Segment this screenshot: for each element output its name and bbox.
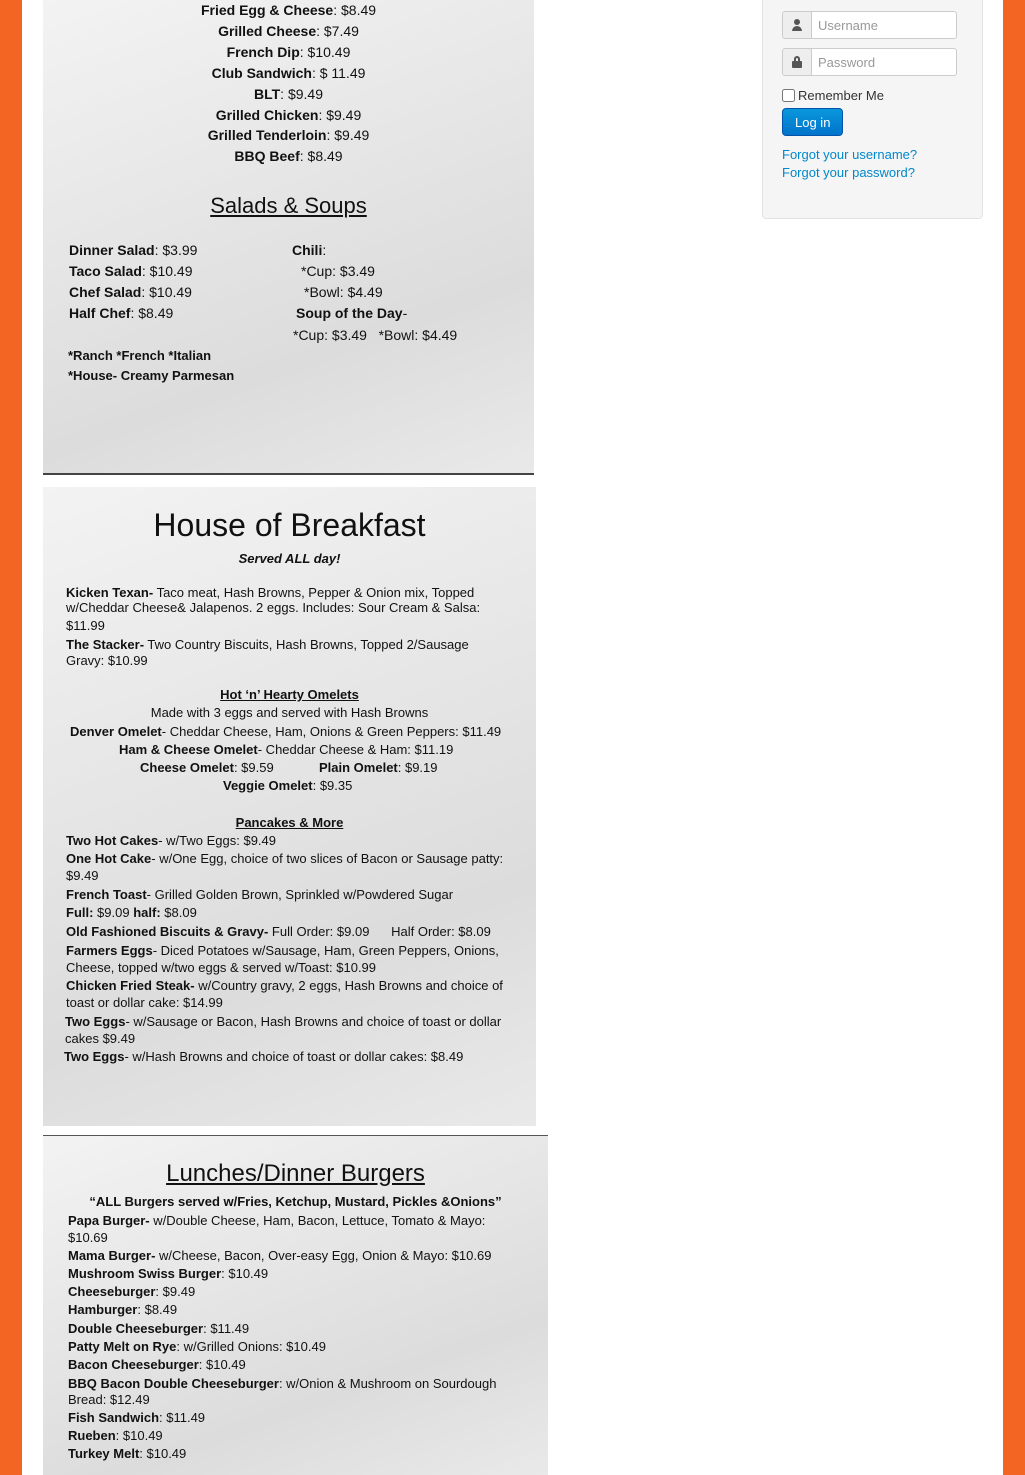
menu-item-name: Dinner Salad (69, 242, 155, 258)
menu-image-burgers (43, 1135, 548, 1475)
menu-item-price: : $9.49 (326, 127, 370, 143)
menu-item-name: Two Eggs (64, 1049, 125, 1064)
remember-me-label: Remember Me (798, 88, 884, 103)
menu-item-price: $9.09 (93, 905, 134, 920)
omelets-subheading: Made with 3 eggs and served with Hash Browns (150, 705, 429, 720)
soup-prices: *Cup: $3.49 *Bowl: $4.49 (293, 327, 458, 343)
menu-item-price: : $8.49 (333, 2, 377, 18)
username-field (782, 11, 957, 39)
menu-item-name: BLT (253, 86, 281, 102)
content-page (22, 0, 1003, 1475)
menu-item-price: : $10.49 (299, 44, 351, 60)
menu-item-price: : $10.49 (221, 1266, 269, 1281)
menu-image-breakfast (43, 487, 536, 1126)
menu-item-desc: toast or dollar cake: $14.99 (66, 995, 223, 1010)
login-panel (762, 0, 983, 219)
soup-suffix: - (402, 305, 408, 321)
menu-item-price: cakes $9.49 (65, 1031, 136, 1046)
soup-label: Soup of the Day (296, 305, 403, 321)
menu-item-price: : $ 11.49 (311, 65, 366, 81)
menu-item-name: BBQ Beef (234, 148, 300, 164)
user-icon (782, 11, 811, 39)
price-label: half: (133, 905, 161, 920)
burgers-title: Lunches/Dinner Burgers (166, 1160, 425, 1187)
menu-item-name: The Stacker- (66, 637, 145, 652)
menu-item-desc: - w/One Egg, choice of two slices of Bacon or Sausage patty: (151, 851, 504, 866)
menu-item-desc: - w/Hash Browns and choice of toast or dollar cakes: $8.49 (124, 1049, 464, 1064)
menu-item-name: Half Chef (69, 305, 131, 321)
dressing-house: *House- Creamy Parmesan (68, 368, 235, 383)
menu-item-name: Bacon Cheeseburger (68, 1357, 199, 1372)
menu-item-desc: w/Cheese, Bacon, Over-easy Egg, Onion & Mayo: $10.69 (155, 1248, 492, 1263)
menu-item-price: : $9.49 (155, 1284, 196, 1299)
username-input[interactable] (811, 11, 957, 39)
burgers-subtitle: “ALL Burgers served w/Fries, Ketchup, Mustard, Pickles &Onions” (89, 1194, 502, 1209)
menu-item-name: Two Eggs (65, 1014, 126, 1029)
menu-item-desc: : w/Onion & Mushroom on Sourdough (278, 1376, 497, 1391)
menu-item-desc: - w/Two Eggs: $9.49 (158, 833, 276, 848)
menu-item-name: Grilled Chicken (215, 107, 319, 123)
menu-item-desc: - Diced Potatoes w/Sausage, Ham, Green Peppers, Onions, (152, 943, 499, 958)
menu-item-name: Chef Salad (69, 284, 142, 300)
password-input[interactable] (811, 48, 957, 76)
menu-item-name: Fish Sandwich (68, 1410, 160, 1425)
menu-item-price: $11.99 (66, 618, 105, 633)
menu-item-name: BBQ Bacon Double Cheeseburger (68, 1376, 279, 1391)
menu-item-name: French Dip (226, 44, 300, 60)
menu-item-price: : $7.49 (316, 23, 359, 39)
menu-item-name: Fried Egg & Cheese (200, 2, 334, 18)
menu-item-name: Papa Burger- (68, 1213, 150, 1228)
menu-item-price: $10.69 (68, 1230, 108, 1245)
section-heading-pancakes: Pancakes & More (235, 815, 344, 830)
menu-item-price: : w/Grilled Onions: $10.49 (176, 1339, 326, 1354)
menu-item-name: Chicken Fried Steak- (66, 978, 195, 993)
menu-item-desc: - Cheddar Cheese, Ham, Onions & Green Peppers: $11.49 (161, 724, 502, 739)
menu-item-price: : $10.49 (139, 1446, 187, 1461)
menu-item-price: : $9.35 (312, 778, 353, 793)
menu-item-name: Denver Omelet (70, 724, 162, 739)
menu-item-desc: - w/Sausage or Bacon, Hash Browns and choice of toast or dollar (125, 1014, 502, 1029)
password-field (782, 48, 957, 76)
menu-item-name: Grilled Cheese (218, 23, 317, 39)
menu-item-price: $9.49 (66, 868, 99, 883)
menu-item-name: Rueben (68, 1428, 116, 1443)
breakfast-title: House of Breakfast (153, 507, 426, 543)
menu-item-name: Cheeseburger (68, 1284, 156, 1299)
menu-item-name: Veggie Omelet (223, 778, 313, 793)
menu-item-price: : $9.19 (397, 760, 438, 775)
dressing-list: *Ranch *French *Italian (68, 348, 212, 363)
menu-item-name: Cheese Omelet (140, 760, 234, 775)
menu-item-price: : $10.49 (198, 1357, 246, 1372)
menu-item-name: Hamburger (68, 1302, 138, 1317)
chili-label: Chili (292, 242, 323, 258)
menu-item-price: : $8.49 (137, 1302, 178, 1317)
menu-item-desc: Full Order: $9.09 Half Order: $8.09 (268, 924, 491, 939)
menu-item-name: Patty Melt on Rye (68, 1339, 177, 1354)
menu-item-name: Turkey Melt (68, 1446, 140, 1461)
menu-item-price: Bread: $12.49 (68, 1392, 150, 1407)
menu-item-name: Taco Salad (69, 263, 142, 279)
menu-item-price: : $3.99 (154, 242, 198, 258)
chili-cup-price: *Cup: $3.49 (301, 263, 375, 279)
remember-me-checkbox[interactable] (782, 89, 795, 102)
menu-item-price: : $10.49 (141, 284, 192, 300)
menu-item-price: : $9.59 (233, 760, 274, 775)
menu-item-name: Mushroom Swiss Burger (68, 1266, 222, 1281)
menu-item-desc: Cheese, topped w/two eggs & served w/Toast: $10.99 (66, 960, 377, 975)
menu-item-price: : $9.49 (280, 86, 323, 102)
menu-item-desc: w/Cheddar Cheese& Jalapenos. 2 eggs. Includes: Sour Cream & Salsa: (66, 600, 481, 615)
menu-item-name: Farmers Eggs (66, 943, 153, 958)
menu-item-price: : $8.49 (299, 148, 343, 164)
menu-item-desc: w/Double Cheese, Ham, Bacon, Lettuce, Tomato & Mayo: (149, 1213, 486, 1228)
menu-item-price: : $9.49 (318, 107, 362, 123)
menu-item-price: : $10.49 (115, 1428, 163, 1443)
breakfast-subtitle: Served ALL day! (238, 551, 341, 566)
menu-item-name: Two Hot Cakes (66, 833, 159, 848)
section-heading-omelets: Hot ‘n’ Hearty Omelets (220, 687, 359, 702)
menu-item-price: : $8.49 (130, 305, 174, 321)
menu-item-price: : $10.49 (141, 263, 193, 279)
menu-item-name: French Toast (66, 887, 147, 902)
menu-item-name: Grilled Tenderloin (207, 127, 327, 143)
menu-item-name: Old Fashioned Biscuits & Gravy- (66, 924, 269, 939)
menu-item-price: Gravy: $10.99 (66, 653, 148, 668)
menu-item-name: Kicken Texan- (66, 585, 154, 600)
menu-item-price: : $11.49 (159, 1410, 206, 1425)
forgot-password-link[interactable]: Forgot your password? (782, 165, 915, 180)
menu-item-price: $8.09 (160, 905, 197, 920)
login-button[interactable]: Log in (782, 108, 843, 136)
menu-item-name: One Hot Cake (66, 851, 152, 866)
price-label: Full: (66, 905, 94, 920)
chili-suffix: : (322, 242, 327, 258)
menu-item-name: Mama Burger- (68, 1248, 156, 1263)
menu-item-desc: Taco meat, Hash Browns, Pepper & Onion mix, Topped (153, 585, 475, 600)
menu-item-desc: Two Country Biscuits, Hash Browns, Topped 2/Sausage (144, 637, 469, 652)
section-heading-salads: Salads & Soups (210, 193, 367, 218)
chili-bowl-price: *Bowl: $4.49 (304, 284, 383, 300)
menu-item-price: : $11.49 (203, 1321, 250, 1336)
menu-item-desc: - Grilled Golden Brown, Sprinkled w/Powdered Sugar (146, 887, 454, 902)
menu-item-desc: w/Country gravy, 2 eggs, Hash Browns and choice of (194, 978, 503, 993)
menu-item-name: Club Sandwich (211, 65, 312, 81)
lock-icon (782, 48, 811, 76)
remember-me[interactable] (782, 88, 884, 103)
menu-item-name: Ham & Cheese Omelet (119, 742, 258, 757)
menu-item-desc: - Cheddar Cheese & Ham: $11.19 (257, 742, 454, 757)
menu-image-sandwiches-salads (43, 0, 534, 475)
forgot-username-link[interactable]: Forgot your username? (782, 147, 918, 162)
menu-item-name: Double Cheeseburger (68, 1321, 204, 1336)
menu-item-name: Plain Omelet (319, 760, 398, 775)
